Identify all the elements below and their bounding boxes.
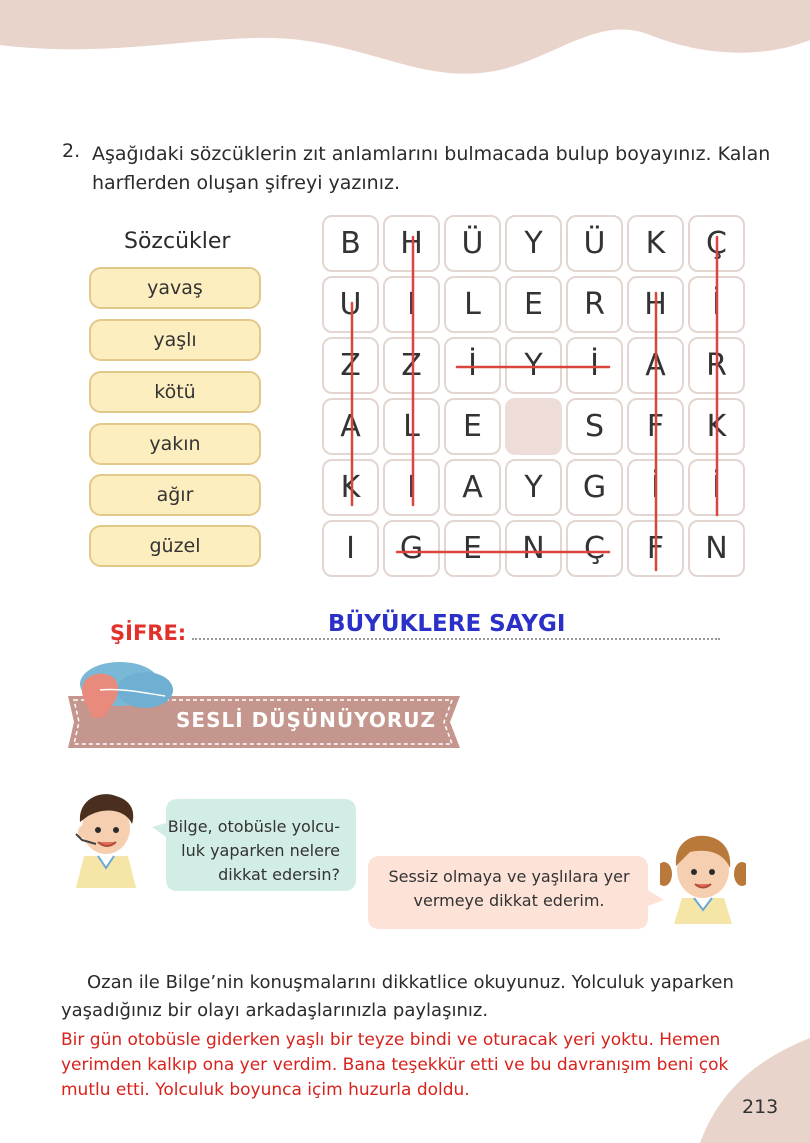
section-banner (60, 660, 470, 750)
grid-cell: E (444, 520, 501, 577)
grid-cell: Ç (566, 520, 623, 577)
grid-cell: L (383, 398, 440, 455)
grid-cell: İ (566, 337, 623, 394)
grid-cell: İ (627, 459, 684, 516)
grid-cell: Ü (566, 215, 623, 272)
grid-cell: S (566, 398, 623, 455)
grid-cell: A (444, 459, 501, 516)
grid-cell: I (383, 459, 440, 516)
grid-cell: R (688, 337, 745, 394)
grid-cell: G (566, 459, 623, 516)
grid-cell: Ç (688, 215, 745, 272)
words-title: Sözcükler (124, 229, 231, 254)
grid-cell: G (383, 520, 440, 577)
word-box: yavaş (89, 267, 261, 309)
grid-cell: Ü (444, 215, 501, 272)
grid-cell: H (383, 215, 440, 272)
grid-cell: K (322, 459, 379, 516)
grid-cell: K (688, 398, 745, 455)
grid-cell: L (444, 276, 501, 333)
sifre-answer: BÜYÜKLERE SAYGI (328, 611, 566, 637)
girl-speech-text: Sessiz olmaya ve yaşlılara yer vermeye dikkat ederim. (388, 867, 630, 910)
girl-character-icon (660, 828, 746, 924)
instruction-text: Ozan ile Bilge’nin konuşmalarını dikkatlice okuyunuz. Yolculuk yaparken yaşadığınız bir olayı arkadaşlarınızla paylaşınız. (61, 972, 734, 1021)
grid-cell: Z (383, 337, 440, 394)
grid-cell: İ (444, 337, 501, 394)
grid-cell: R (566, 276, 623, 333)
sifre-answer-line (192, 638, 720, 640)
page-corner-decoration (700, 1038, 810, 1143)
grid-cell: B (322, 215, 379, 272)
page-number: 213 (742, 1096, 779, 1118)
header-wave-decoration (0, 0, 810, 90)
grid-cell: U (322, 276, 379, 333)
boy-character-icon (66, 788, 146, 888)
grid-cell: F (627, 398, 684, 455)
grid-cell: I (322, 520, 379, 577)
grid-cell: Y (505, 215, 562, 272)
grid-cell: İ (688, 276, 745, 333)
word-box: yaşlı (89, 319, 261, 361)
boy-speech-text: Bilge, otobüsle yolcu-luk yaparken nelere dikkat edersin? (167, 817, 340, 884)
grid-cell: E (444, 398, 501, 455)
grid-cell: E (505, 276, 562, 333)
grid-cell: Z (322, 337, 379, 394)
word-box: kötü (89, 371, 261, 413)
grid-cell: Y (505, 337, 562, 394)
sifre-label: ŞİFRE: (110, 621, 187, 645)
grid-cell: F (627, 520, 684, 577)
grid-cell-blank (505, 398, 562, 455)
grid-cell: İ (688, 459, 745, 516)
section-title: SESLİ DÜŞÜNÜYORUZ (176, 708, 436, 732)
handwritten-answer-text: Bir gün otobüsle giderken yaşlı bir teyze bindi ve oturacak yeri yoktu. Hemen yerimden kalkıp ona yer verdim. Bana teşekkür etti ve bu davranışım beni çok mutlu etti. Yolculuk boyunca içim huzurla doldu. (61, 1030, 729, 1100)
word-box: güzel (89, 525, 261, 567)
grid-cell: I (383, 276, 440, 333)
grid-cell: H (627, 276, 684, 333)
grid-cell: N (505, 520, 562, 577)
grid-cell: N (688, 520, 745, 577)
word-box: yakın (89, 423, 261, 465)
word-box: ağır (89, 474, 261, 516)
question-number: 2. (62, 140, 81, 162)
grid-cell: A (627, 337, 684, 394)
grid-cell: A (322, 398, 379, 455)
grid-cell: Y (505, 459, 562, 516)
grid-cell: K (627, 215, 684, 272)
question-text: Aşağıdaki sözcüklerin zıt anlamlarını bulmacada bulup boyayınız. Kalan harflerden oluşan şifreyi yazınız. (92, 143, 771, 194)
